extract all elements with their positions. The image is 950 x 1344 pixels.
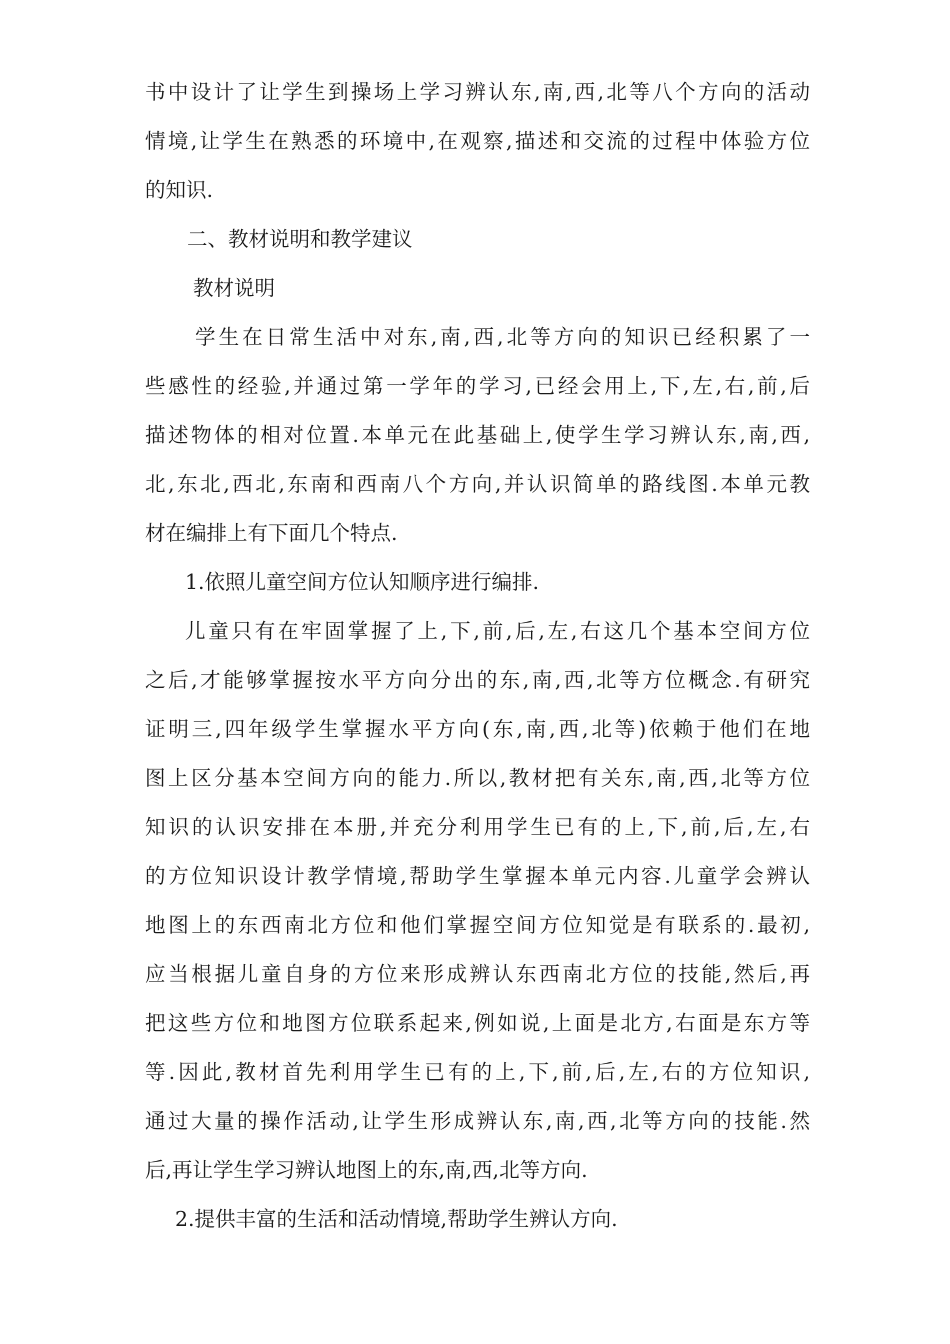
paragraph-2-line-2: 些感性的经验,并通过第一学年的学习,已经会用上,下,左,右,前,后 xyxy=(145,374,810,398)
paragraph-3-line-6: 的方位知识设计教学情境,帮助学生掌握本单元内容.儿童学会辨认 xyxy=(145,864,810,888)
paragraph-3-line-1: 儿童只有在牢固掌握了上,下,前,后,左,右这几个基本空间方位 xyxy=(185,619,810,643)
paragraph-3-line-9: 把这些方位和地图方位联系起来,例如说,上面是北方,右面是东方等 xyxy=(145,1011,810,1035)
paragraph-3-line-5: 知识的认识安排在本册,并充分利用学生已有的上,下,前,后,左,右 xyxy=(145,815,810,839)
paragraph-3-line-2: 之后,才能够掌握按水平方向分出的东,南,西,北等方位概念.有研究 xyxy=(145,668,810,692)
subsection-heading: 教材说明 xyxy=(193,276,275,300)
paragraph-3-line-4: 图上区分基本空间方向的能力.所以,教材把有关东,南,西,北等方位 xyxy=(145,766,810,790)
section-heading: 二、教材说明和教学建议 xyxy=(187,227,413,251)
list-item-2: 2.提供丰富的生活和活动情境,帮助学生辨认方向. xyxy=(175,1207,618,1231)
paragraph-3-line-10: 等.因此,教材首先利用学生已有的上,下,前,后,左,右的方位知识, xyxy=(145,1060,810,1084)
paragraph-3-line-12: 后,再让学生学习辨认地图上的东,南,西,北等方向. xyxy=(145,1158,588,1182)
paragraph-1-line-3: 的知识. xyxy=(145,178,214,202)
paragraph-2-line-4: 北,东北,西北,东南和西南八个方向,并认识简单的路线图.本单元教 xyxy=(145,472,810,496)
document-page xyxy=(145,68,810,1244)
paragraph-3-line-8: 应当根据儿童自身的方位来形成辨认东西南北方位的技能,然后,再 xyxy=(145,962,810,986)
paragraph-2-line-1: 学生在日常生活中对东,南,西,北等方向的知识已经积累了一 xyxy=(195,325,810,349)
paragraph-1-line-2: 情境,让学生在熟悉的环境中,在观察,描述和交流的过程中体验方位 xyxy=(145,129,810,153)
paragraph-2-line-3: 描述物体的相对位置.本单元在此基础上,使学生学习辨认东,南,西, xyxy=(145,423,810,447)
paragraph-3-line-11: 通过大量的操作活动,让学生形成辨认东,南,西,北等方向的技能.然 xyxy=(145,1109,810,1133)
list-item-1: 1.依照儿童空间方位认知顺序进行编排. xyxy=(185,570,540,594)
paragraph-1-line-1: 书中设计了让学生到操场上学习辨认东,南,西,北等八个方向的活动 xyxy=(145,80,810,104)
paragraph-3-line-3: 证明三,四年级学生掌握水平方向(东,南,西,北等)依赖于他们在地 xyxy=(145,717,810,741)
paragraph-2-line-5: 材在编排上有下面几个特点. xyxy=(145,521,398,545)
paragraph-3-line-7: 地图上的东西南北方位和他们掌握空间方位知觉是有联系的.最初, xyxy=(145,913,810,937)
